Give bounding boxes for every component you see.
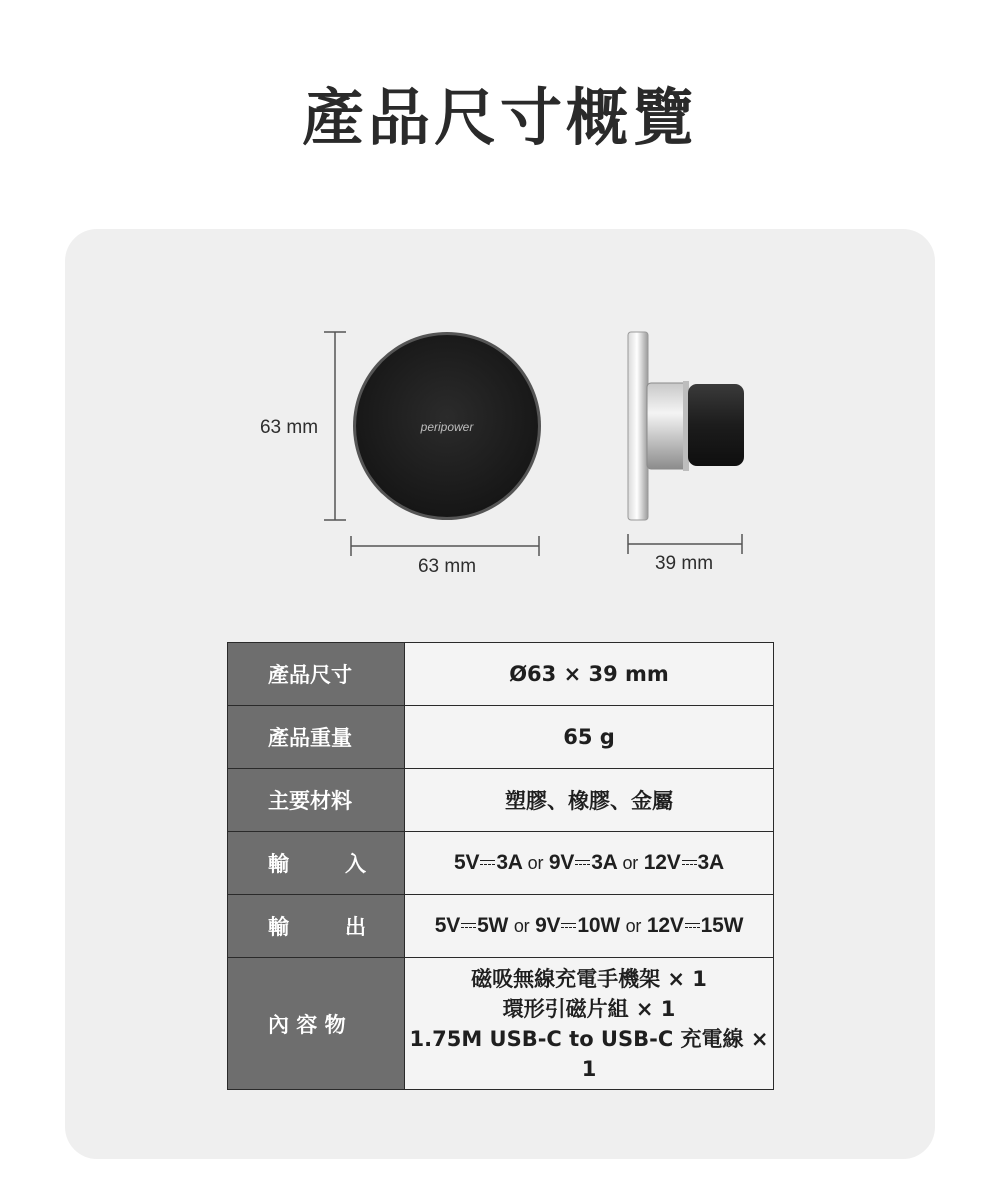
spec-row-weight: [228, 706, 774, 769]
spec-value: 塑膠、橡膠、金屬: [405, 769, 774, 832]
dc-symbol-icon: [575, 858, 590, 868]
spec-table: [227, 642, 774, 1090]
spec-key: 主要材料: [228, 769, 405, 832]
width-dimension: [351, 536, 539, 577]
spec-value: 65 g: [405, 706, 774, 769]
dc-symbol-icon: [480, 858, 495, 868]
height-dimension: [260, 332, 346, 520]
charger-front-view: [353, 332, 541, 520]
spec-value: [405, 958, 774, 1090]
height-label: 63 mm: [259, 417, 319, 438]
contents-item: 1.75M USB-C to USB-C 充電線 × 1: [409, 1026, 769, 1081]
width-label: 63 mm: [417, 556, 477, 577]
dc-symbol-icon: [682, 858, 697, 868]
spec-key: 輸 出: [228, 895, 405, 958]
spec-row-material: [228, 769, 774, 832]
spec-key: 輸 入: [228, 832, 405, 895]
dc-symbol-icon: [461, 921, 476, 931]
page-title: 產品尺寸概覽: [301, 81, 698, 154]
spec-row-contents: [228, 958, 774, 1090]
brand-logo: peripower: [420, 420, 474, 434]
contents-item: 磁吸無線充電手機架 × 1: [471, 966, 707, 991]
spec-key: 產品尺寸: [228, 643, 405, 706]
depth-label: 39 mm: [654, 553, 714, 574]
spec-key: 內 容 物: [228, 958, 405, 1090]
spec-row-output: [228, 895, 774, 958]
contents-item: 環形引磁片組 × 1: [502, 996, 676, 1021]
depth-dimension: [628, 534, 742, 574]
spec-key: 產品重量: [228, 706, 405, 769]
spec-value: 5V 3A or 9V 3A or 12V 3A: [405, 832, 774, 895]
dc-symbol-icon: [561, 921, 576, 931]
spec-value: Ø63 × 39 mm: [405, 643, 774, 706]
dc-symbol-icon: [685, 921, 700, 931]
spec-row-size: [228, 643, 774, 706]
spec-row-input: [228, 832, 774, 895]
charger-side-view: [628, 332, 744, 520]
spec-value: 5V 5W or 9V 10W or 12V 15W: [405, 895, 774, 958]
